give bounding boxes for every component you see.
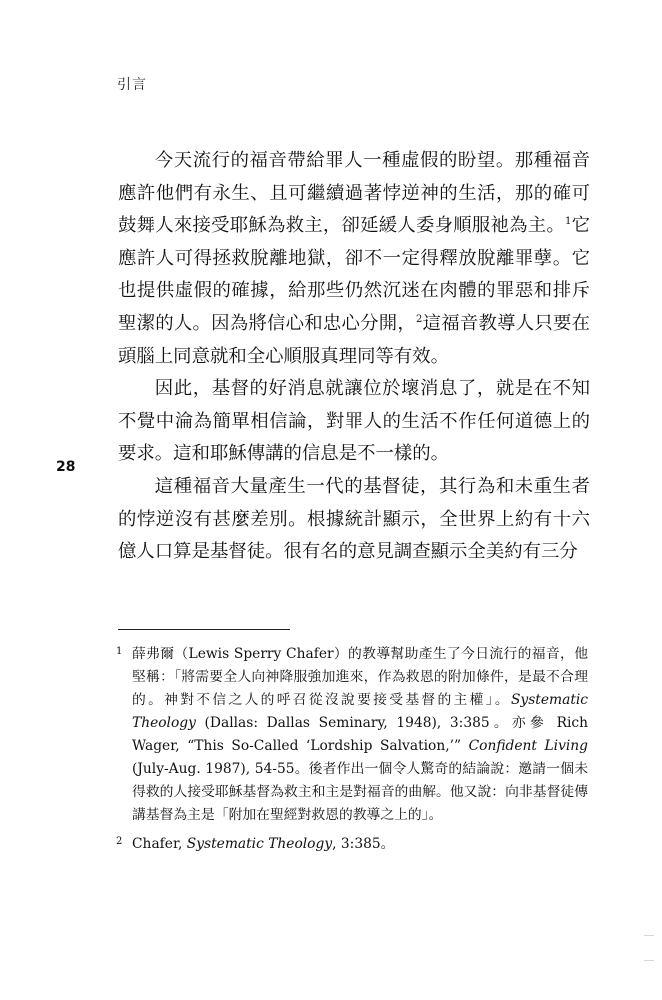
footnote-title: Confident Living xyxy=(468,738,588,754)
footnote-reference: 1 xyxy=(564,216,572,228)
footnote-reference: 2 xyxy=(415,313,423,325)
paragraph-text: 這福音教導人只要在頭腦上同意就和全心順服真理同等有效。 xyxy=(118,312,590,367)
body-paragraph xyxy=(118,145,590,373)
footnote xyxy=(116,643,588,827)
body-paragraph xyxy=(118,373,590,471)
paragraph-text: 它應許人可得拯救脫離地獄，卻不一定得釋放脫離罪孽。它也提供虛假的確據，給那些仍然沉迷在肉體的罪惡和排斥聖潔的人。因為將信心和忠心分開， xyxy=(118,215,590,334)
body-paragraph xyxy=(118,471,590,569)
footnote-text: 薛弗爾（Lewis Sperry Chafer）的教導幫助產生了今日流行的福音，他堅稱：「將需要全人向神降服強加進來，作為救恩的附加條件，是最不合理的。神對不信之人的呼召從沒說要接受基督的主權」。 xyxy=(132,646,588,708)
footnote-text: (Dallas: Dallas Seminary, 1948), 3:385。亦參 Rich Wager, “This So-Called ‘Lordship Salvation,’” xyxy=(132,715,588,754)
running-head: 引言 xyxy=(117,77,147,93)
body-text xyxy=(118,145,590,569)
footnote-text: Chafer, xyxy=(132,836,187,852)
footnote-title: Systematic Theology xyxy=(132,692,588,731)
footnote-title: Systematic Theology xyxy=(186,836,333,852)
footnote-number: 2 xyxy=(116,836,123,847)
footnote xyxy=(116,833,588,856)
footnotes xyxy=(116,643,588,862)
paragraph-text: 今天流行的福音帶給罪人一種虛假的盼望。那種福音應許他們有永生、且可繼續過著悖逆神的生活，那的確可鼓舞人來接受耶穌為救主，卻延緩人委身順服祂為主。 xyxy=(118,150,590,237)
footnote-text: , 3:385。 xyxy=(332,836,395,852)
page-number: 28 xyxy=(56,459,76,475)
paragraph-text: 因此，基督的好消息就讓位於壞消息了，就是在不知不覺中淪為簡單相信論，對罪人的生活不作任何道德上的要求。這和耶穌傳講的信息是不一樣的。 xyxy=(118,378,590,465)
paragraph-text: 這種福音大量產生一代的基督徒，其行為和未重生者的悖逆沒有甚麼差別。根據統計顯示，全世界上約有十六億人口算是基督徒。很有名的意見調查顯示全美約有三分 xyxy=(118,475,590,563)
footnote-number: 1 xyxy=(116,646,123,657)
corner-mark xyxy=(644,960,654,961)
footnote-text: (July-Aug. 1987), 54-55。後者作出一個令人驚奇的結論說：邀請一個未得救的人接受耶穌基督為救主和主是對福音的曲解。他又說：向非基督徒傳講基督為主是「附加在聖經對救恩的教導之上的」。 xyxy=(132,761,588,823)
footnote-divider xyxy=(118,629,290,630)
corner-mark xyxy=(644,935,654,936)
